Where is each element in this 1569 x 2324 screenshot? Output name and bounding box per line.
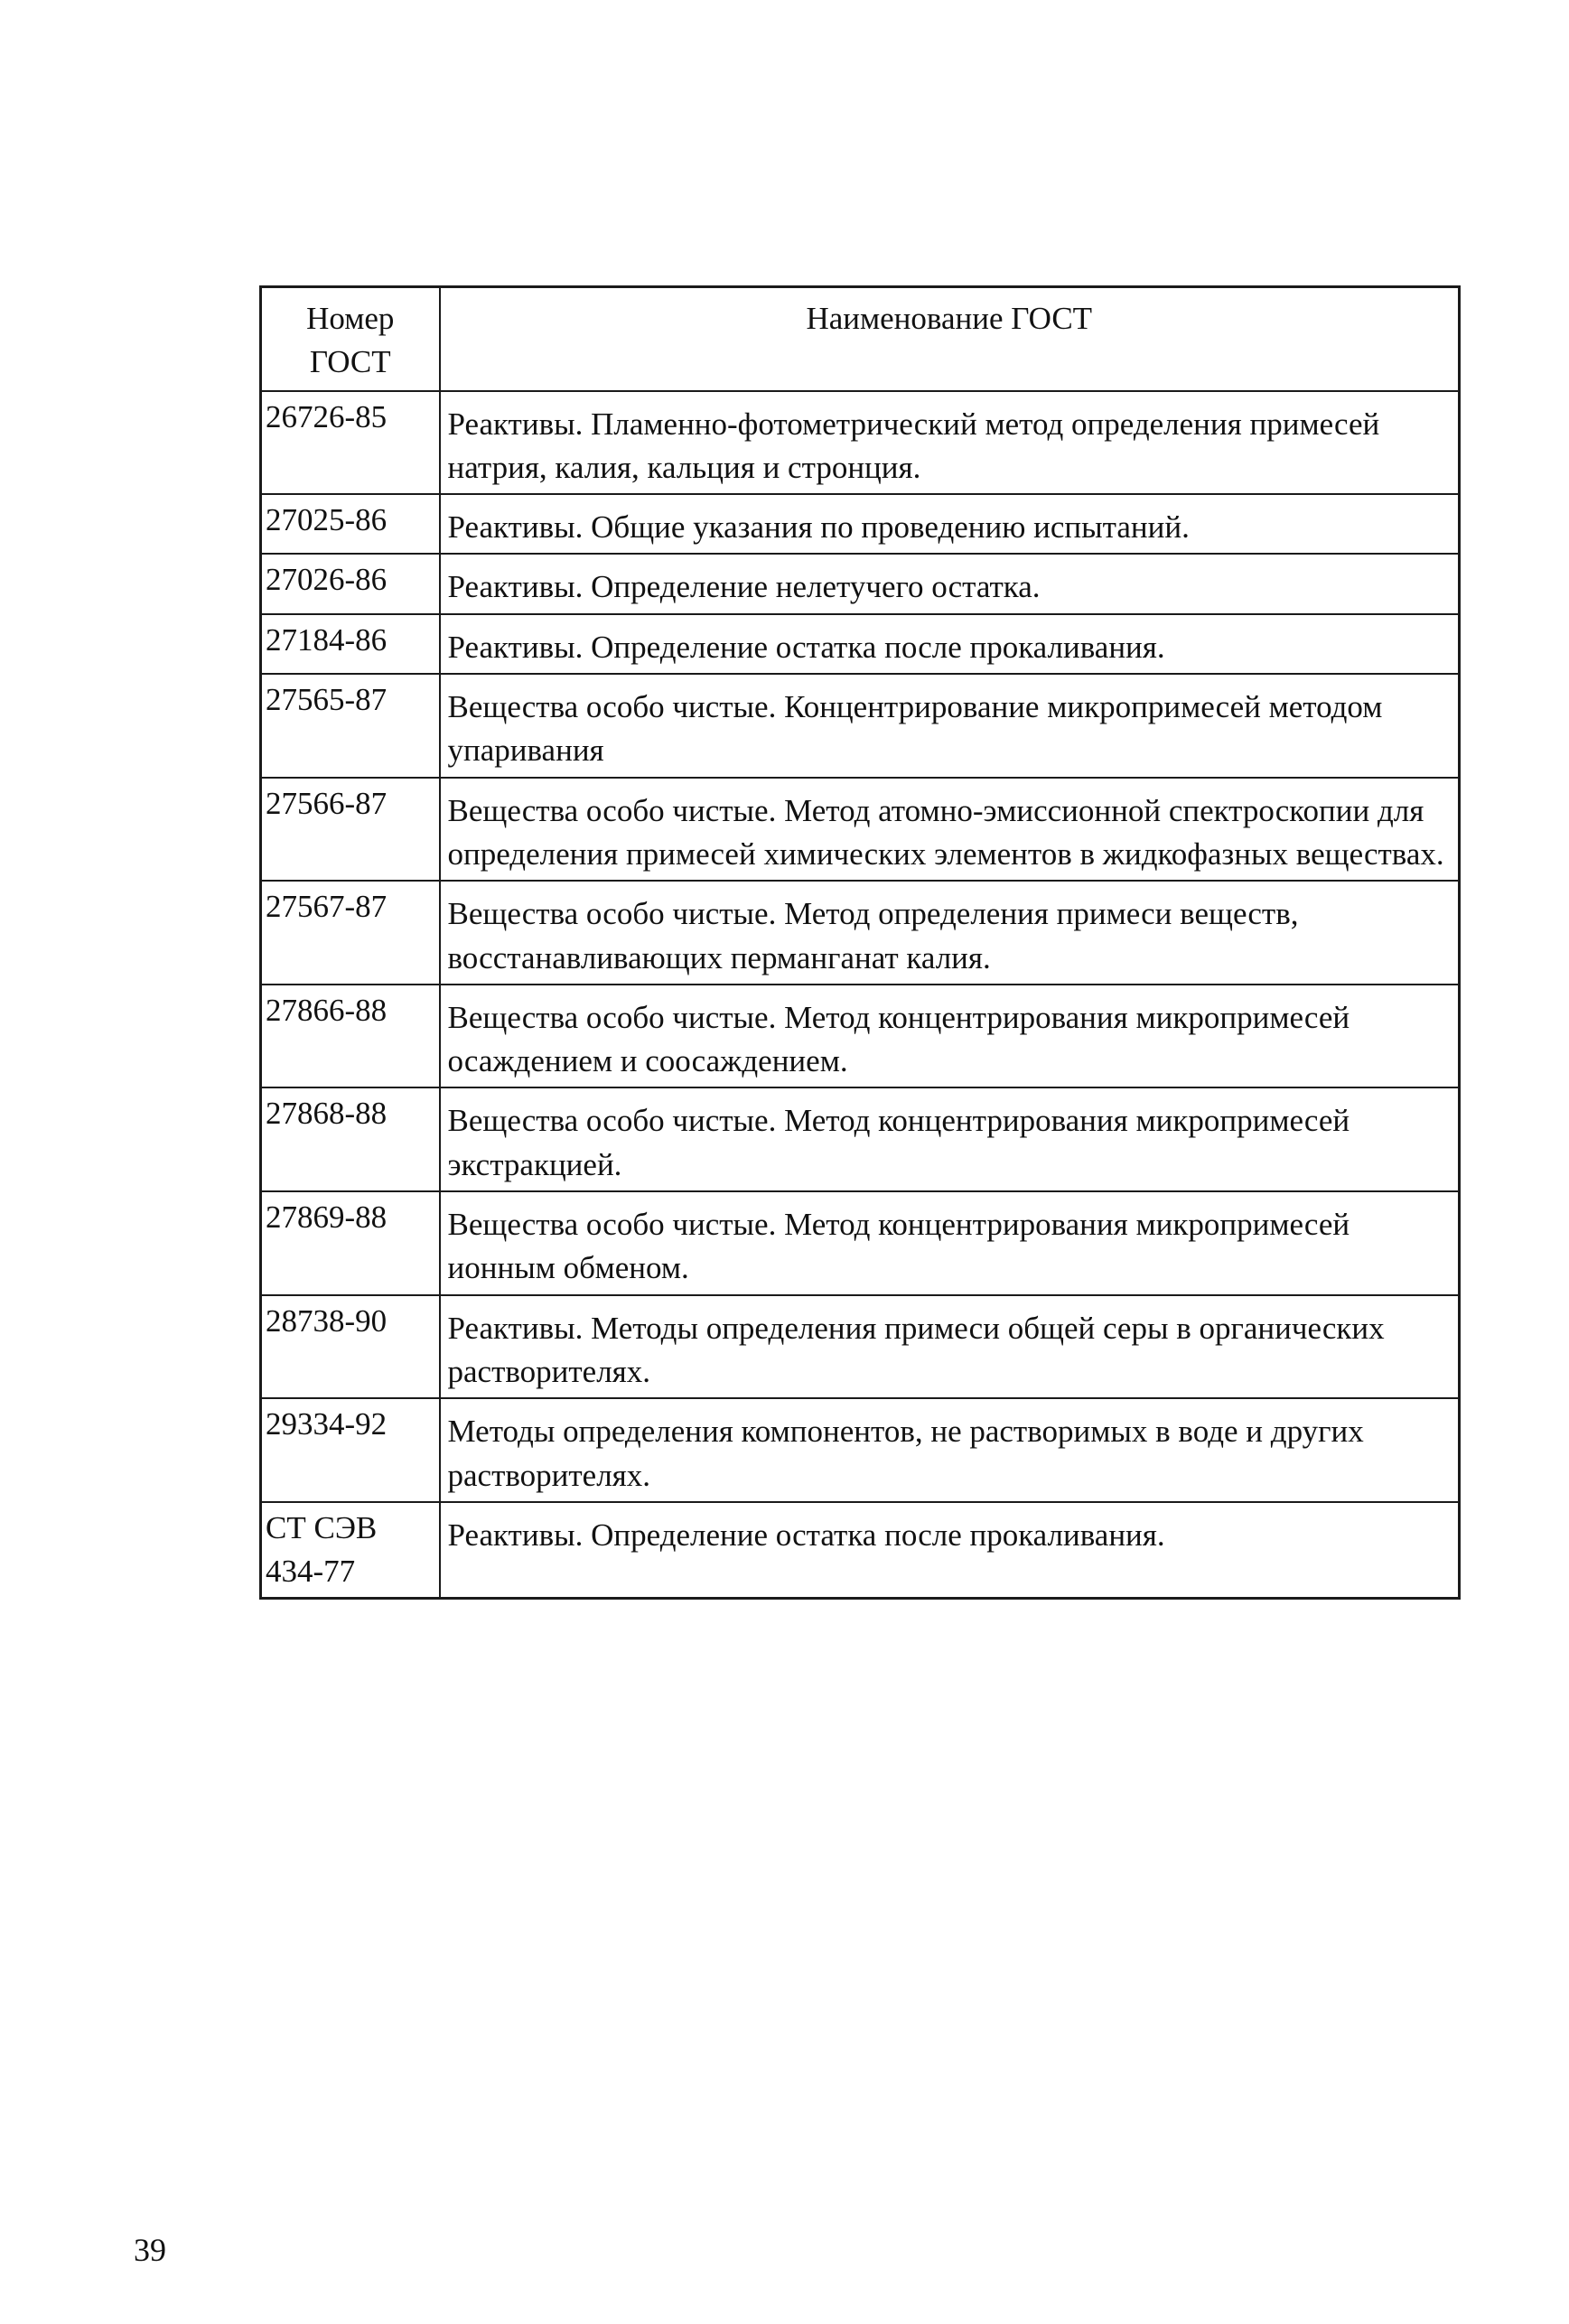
table-row bbox=[261, 778, 1460, 882]
table-row bbox=[261, 985, 1460, 1088]
gost-name-cell: Вещества особо чистые. Метод концентрирования микропримесей экстракцией. bbox=[440, 1087, 1460, 1191]
gost-name-cell: Реактивы. Определение нелетучего остатка. bbox=[440, 554, 1460, 613]
header-number: Номер ГОСТ bbox=[261, 287, 440, 391]
table-body bbox=[261, 391, 1460, 1599]
gost-number-cell: 27567-87 bbox=[261, 881, 440, 985]
gost-number-cell: 27025-86 bbox=[261, 494, 440, 554]
gost-name-cell: Реактивы. Определение остатка после прокаливания. bbox=[440, 614, 1460, 674]
table-row bbox=[261, 1502, 1460, 1599]
gost-number-cell: 29334-92 bbox=[261, 1398, 440, 1502]
gost-number-cell: 27026-86 bbox=[261, 554, 440, 613]
gost-name-cell: Вещества особо чистые. Метод атомно-эмиссионной спектроскопии для определения примесей химических элементов в жидкофазных веществах. bbox=[440, 778, 1460, 882]
gost-number-cell: 27565-87 bbox=[261, 674, 440, 778]
gost-name-cell: Реактивы. Определение остатка после прокаливания. bbox=[440, 1502, 1460, 1599]
header-name: Наименование ГОСТ bbox=[440, 287, 1460, 391]
table-row bbox=[261, 674, 1460, 778]
gost-number-cell: 27868-88 bbox=[261, 1087, 440, 1191]
table-row bbox=[261, 1191, 1460, 1295]
table-row bbox=[261, 554, 1460, 613]
table-row bbox=[261, 1295, 1460, 1399]
gost-name-cell: Вещества особо чистые. Метод концентрирования микропримесей ионным обменом. bbox=[440, 1191, 1460, 1295]
table-row bbox=[261, 391, 1460, 495]
table-row bbox=[261, 614, 1460, 674]
table-row bbox=[261, 494, 1460, 554]
page-number: 39 bbox=[134, 2232, 166, 2268]
gost-name-cell: Реактивы. Общие указания по проведению испытаний. bbox=[440, 494, 1460, 554]
gost-name-cell: Вещества особо чистые. Метод концентрирования микропримесей осаждением и соосаждением. bbox=[440, 985, 1460, 1088]
gost-name-cell: Вещества особо чистые. Концентрирование микропримесей методом упаривания bbox=[440, 674, 1460, 778]
table-header-row bbox=[261, 287, 1460, 391]
table-row bbox=[261, 1398, 1460, 1502]
gost-number-cell: 27566-87 bbox=[261, 778, 440, 882]
gost-number-cell: 27184-86 bbox=[261, 614, 440, 674]
gost-number-cell: 27866-88 bbox=[261, 985, 440, 1088]
table-row bbox=[261, 881, 1460, 985]
gost-name-cell: Вещества особо чистые. Метод определения примеси веществ, восстанавливающих перманганат калия. bbox=[440, 881, 1460, 985]
gost-number-cell: 28738-90 bbox=[261, 1295, 440, 1399]
gost-name-cell: Реактивы. Методы определения примеси общей серы в органических растворителях. bbox=[440, 1295, 1460, 1399]
gost-name-cell: Методы определения компонентов, не растворимых в воде и других растворителях. bbox=[440, 1398, 1460, 1502]
gost-number-cell: 26726-85 bbox=[261, 391, 440, 495]
gost-number-cell: СТ СЭВ 434-77 bbox=[261, 1502, 440, 1599]
gost-table bbox=[259, 285, 1461, 1600]
gost-name-cell: Реактивы. Пламенно-фотометрический метод определения примесей натрия, калия, кальция и стронция. bbox=[440, 391, 1460, 495]
gost-number-cell: 27869-88 bbox=[261, 1191, 440, 1295]
table-row bbox=[261, 1087, 1460, 1191]
